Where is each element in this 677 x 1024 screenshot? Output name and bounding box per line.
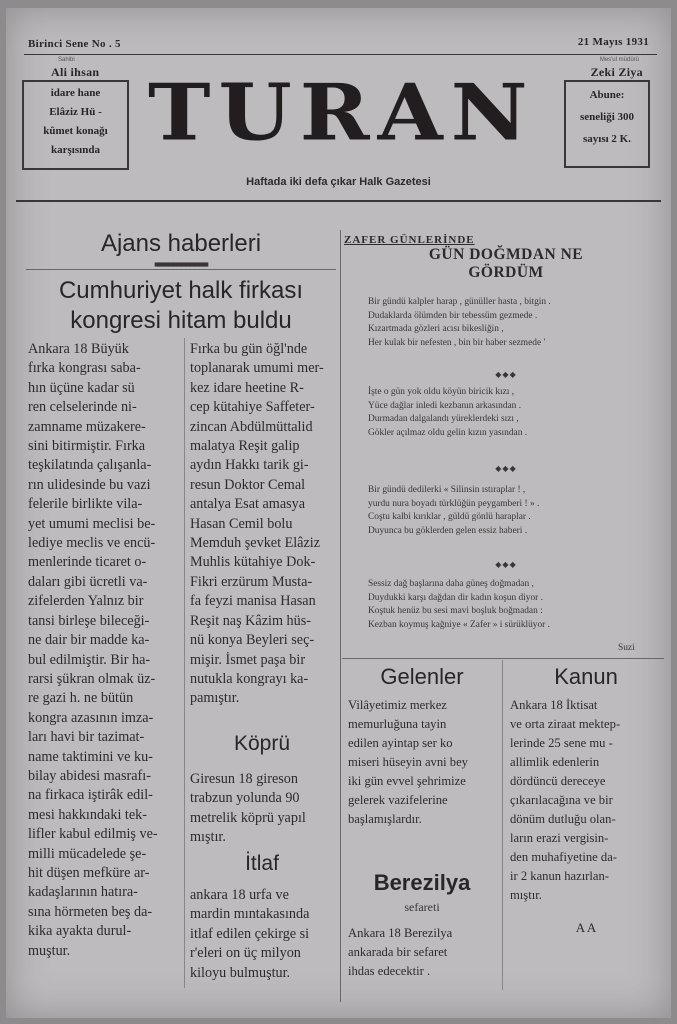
bridge-text: Giresun 18 gireson trabzun yolunda 90 metrelik köprü yapıl mıştır. (190, 771, 306, 846)
owner-name: Ali ihsan (51, 65, 100, 79)
subscription-line: sayısı 2 K. (583, 133, 631, 145)
poem-stanza-2: İşte o gün yok oldu köyün biricik kızı , Yüce dağlar inledi kezbanın arkasından . Durmadan dalgalandı yüreklerdeki sızı , Gökler açılmaz oldu gelin kızın yasından . (368, 387, 528, 438)
address-line: karşısında (51, 144, 100, 156)
berezilya-title: Berezilya (373, 870, 471, 895)
address-box (22, 80, 129, 170)
poem-signature: Suzi (618, 643, 635, 653)
editor-caption: Mes'ul müdürü (599, 57, 639, 63)
subscription-line: Abune: (589, 89, 625, 101)
year-issue: Birinci Sene No . 5 (28, 38, 121, 50)
editor-name: Zeki Ziya (590, 65, 643, 79)
poem-stanza-1: Bir gündü kalpler harap , günüller hasta , bitgin . Dudaklarda ölümden bir tebessüm gezmede . Kızartmada gözleri acısı bikesliğin , Her kulak bir nefesten , bin bir haber sezmede ' (368, 297, 551, 348)
center-column-rule (340, 230, 341, 1002)
header-rule (16, 200, 661, 202)
poem-headline (346, 246, 666, 282)
masthead-title: TURAN (148, 66, 536, 158)
left-inner-rule (184, 338, 185, 988)
bridge-title: Köprü (233, 732, 291, 755)
poem-separator: ◆◆◆ (495, 370, 517, 379)
newspaper-page (6, 8, 671, 1018)
itlaf-text: ankara 18 urfa ve mardin mıntakasında itlaf edilen çekirge si r'eleri on üç milyon kiloyu bulmuştur. (190, 887, 310, 981)
poem-kicker: ZAFER GÜNLERİNDE (344, 234, 475, 246)
section-title-ajans: Ajans haberleri (100, 230, 262, 257)
poem-bottom-rule (342, 658, 664, 659)
kanun-title: Kanun (554, 664, 618, 689)
issue-date: 21 Mayıs 1931 (577, 36, 649, 48)
poem-separator: ◆◆◆ (495, 560, 517, 569)
address-line: kûmet konağı (43, 125, 108, 137)
gelenler-text: Vilâyetimiz merkez memurluğuna tayin edilen ayintap ser ko miseri hüseyin avni bey iki gün evvel şehrimize gelerek vazifelerine başlamışlardır. (348, 698, 468, 826)
poem-stanza-4: Sessiz dağ başlarına daha güneş doğmadan , Duydukki karşı dağdan dir kadın koşun diyor . Koştuk henüz bu sesi mavi boşluk boğmadan : Kezban koymuş kağniye « Zafer » i sürüklüyor . (368, 579, 550, 630)
article-congress-col1: Ankara 18 Büyük fırka kongrası saba- hın üçüne kadar sü ren celselerinde ni- zamname müzakere- sini bitirmiştir. Fırka teşkilatında çalışanla- rın ulidesinde bu vazi felerile birlikte vila- yet umumi meclisi be- lediye meclis ve encü- menlerinde ticaret o- daları gibi ücretli va- zifelerden Yalnız bir tansi birleşe bileceği- ne dair bir madde ka- bul edilmiştir. Bir ha- rarsi şükran olmak üz- re gazi h. ne bütün kongra azasının imza- ları havi bir tazimat- name taktimini ve ku- bilay abidesi masrafı- na firkaca iştirâk edil- mesi hakkındaki tek- lifler kabul edilmiş ve- milli mücadelede şe- hit düşen mefküre ar- kadaşlarının hatıra- sına hörmeten beş da- kika ayakta durul- muştur. (28, 341, 158, 959)
article-congress-col2: Fırka bu gün öğl'nde toplanarak umumi mer- kez idare heetine R- cep kütahiye Saffeter- zincan Abdülmüttalid malatya Reşit galip aydın Hakkı tarik gi- resun Doktor Cemal antalya Esat amasya Hasan Cemil bolu Memduh şevket Elâziz Muhlis kütahiye Dok- Fikri erzürum Musta- fa feyzi manisa Hasan Reşit naş Kâzim hüs- nü konya Beyleri seç- mişir. İsmet paşa bir nutukla kongrayı ka- pamıştır. (190, 341, 324, 707)
itlaf-title: İtlaf (245, 852, 279, 875)
kanun-signature: A A (575, 920, 597, 935)
kanun-text: Ankara 18 İktisat ve orta ziraat mektep- lerinde 25 sene mu - allimlik edenlerin dördüncü dereceye çıkarılacağına ve bir dönüm dutluğu olan- ların erazi vergisin- den muhafiyetine da- ir 2 kanun hazırlan- mıştır. (510, 698, 621, 902)
lead-headline-line: kongresi hitam buldu (70, 307, 292, 334)
berezilya-subtitle: sefareti (404, 900, 440, 914)
poem-headline-line: GÜN DOĞMDAN NE (428, 246, 584, 263)
poem-separator: ◆◆◆ (495, 464, 517, 473)
address-line: Elâziz Hü - (49, 106, 102, 118)
subscription-line: seneliği 300 (579, 111, 635, 123)
owner-caption: Sahibi (58, 57, 75, 63)
right-inner-rule (502, 660, 503, 990)
subscription-box (564, 80, 650, 168)
top-rule (24, 54, 657, 55)
gelenler-title: Gelenler (380, 664, 464, 689)
address-line: idare hane (50, 87, 101, 99)
lead-headline-line: Cumhuriyet halk firkası (58, 277, 304, 304)
poem-headline-line: GÖRDÜM (468, 264, 544, 281)
berezilya-text: Ankara 18 Berezilya ankarada bir sefaret ihdas edecektir . (348, 926, 453, 978)
section-divider: ▀▀▀▀▀▀▀▀▀▀▀▀ (154, 263, 208, 271)
poem-stanza-3: Bir gündü dedilerki « Silinsin ıstıraplar ! , yurdu nura boyadı türklüğün peygamberi ! » . Coştu kalbi kırıklar , güldü gönlü haraplar . Duyunca bu göklerden gelen essiz haberi . (368, 485, 540, 536)
tagline: Haftada iki defa çıkar Halk Gazetesi (246, 176, 431, 188)
lead-headline (18, 276, 344, 336)
